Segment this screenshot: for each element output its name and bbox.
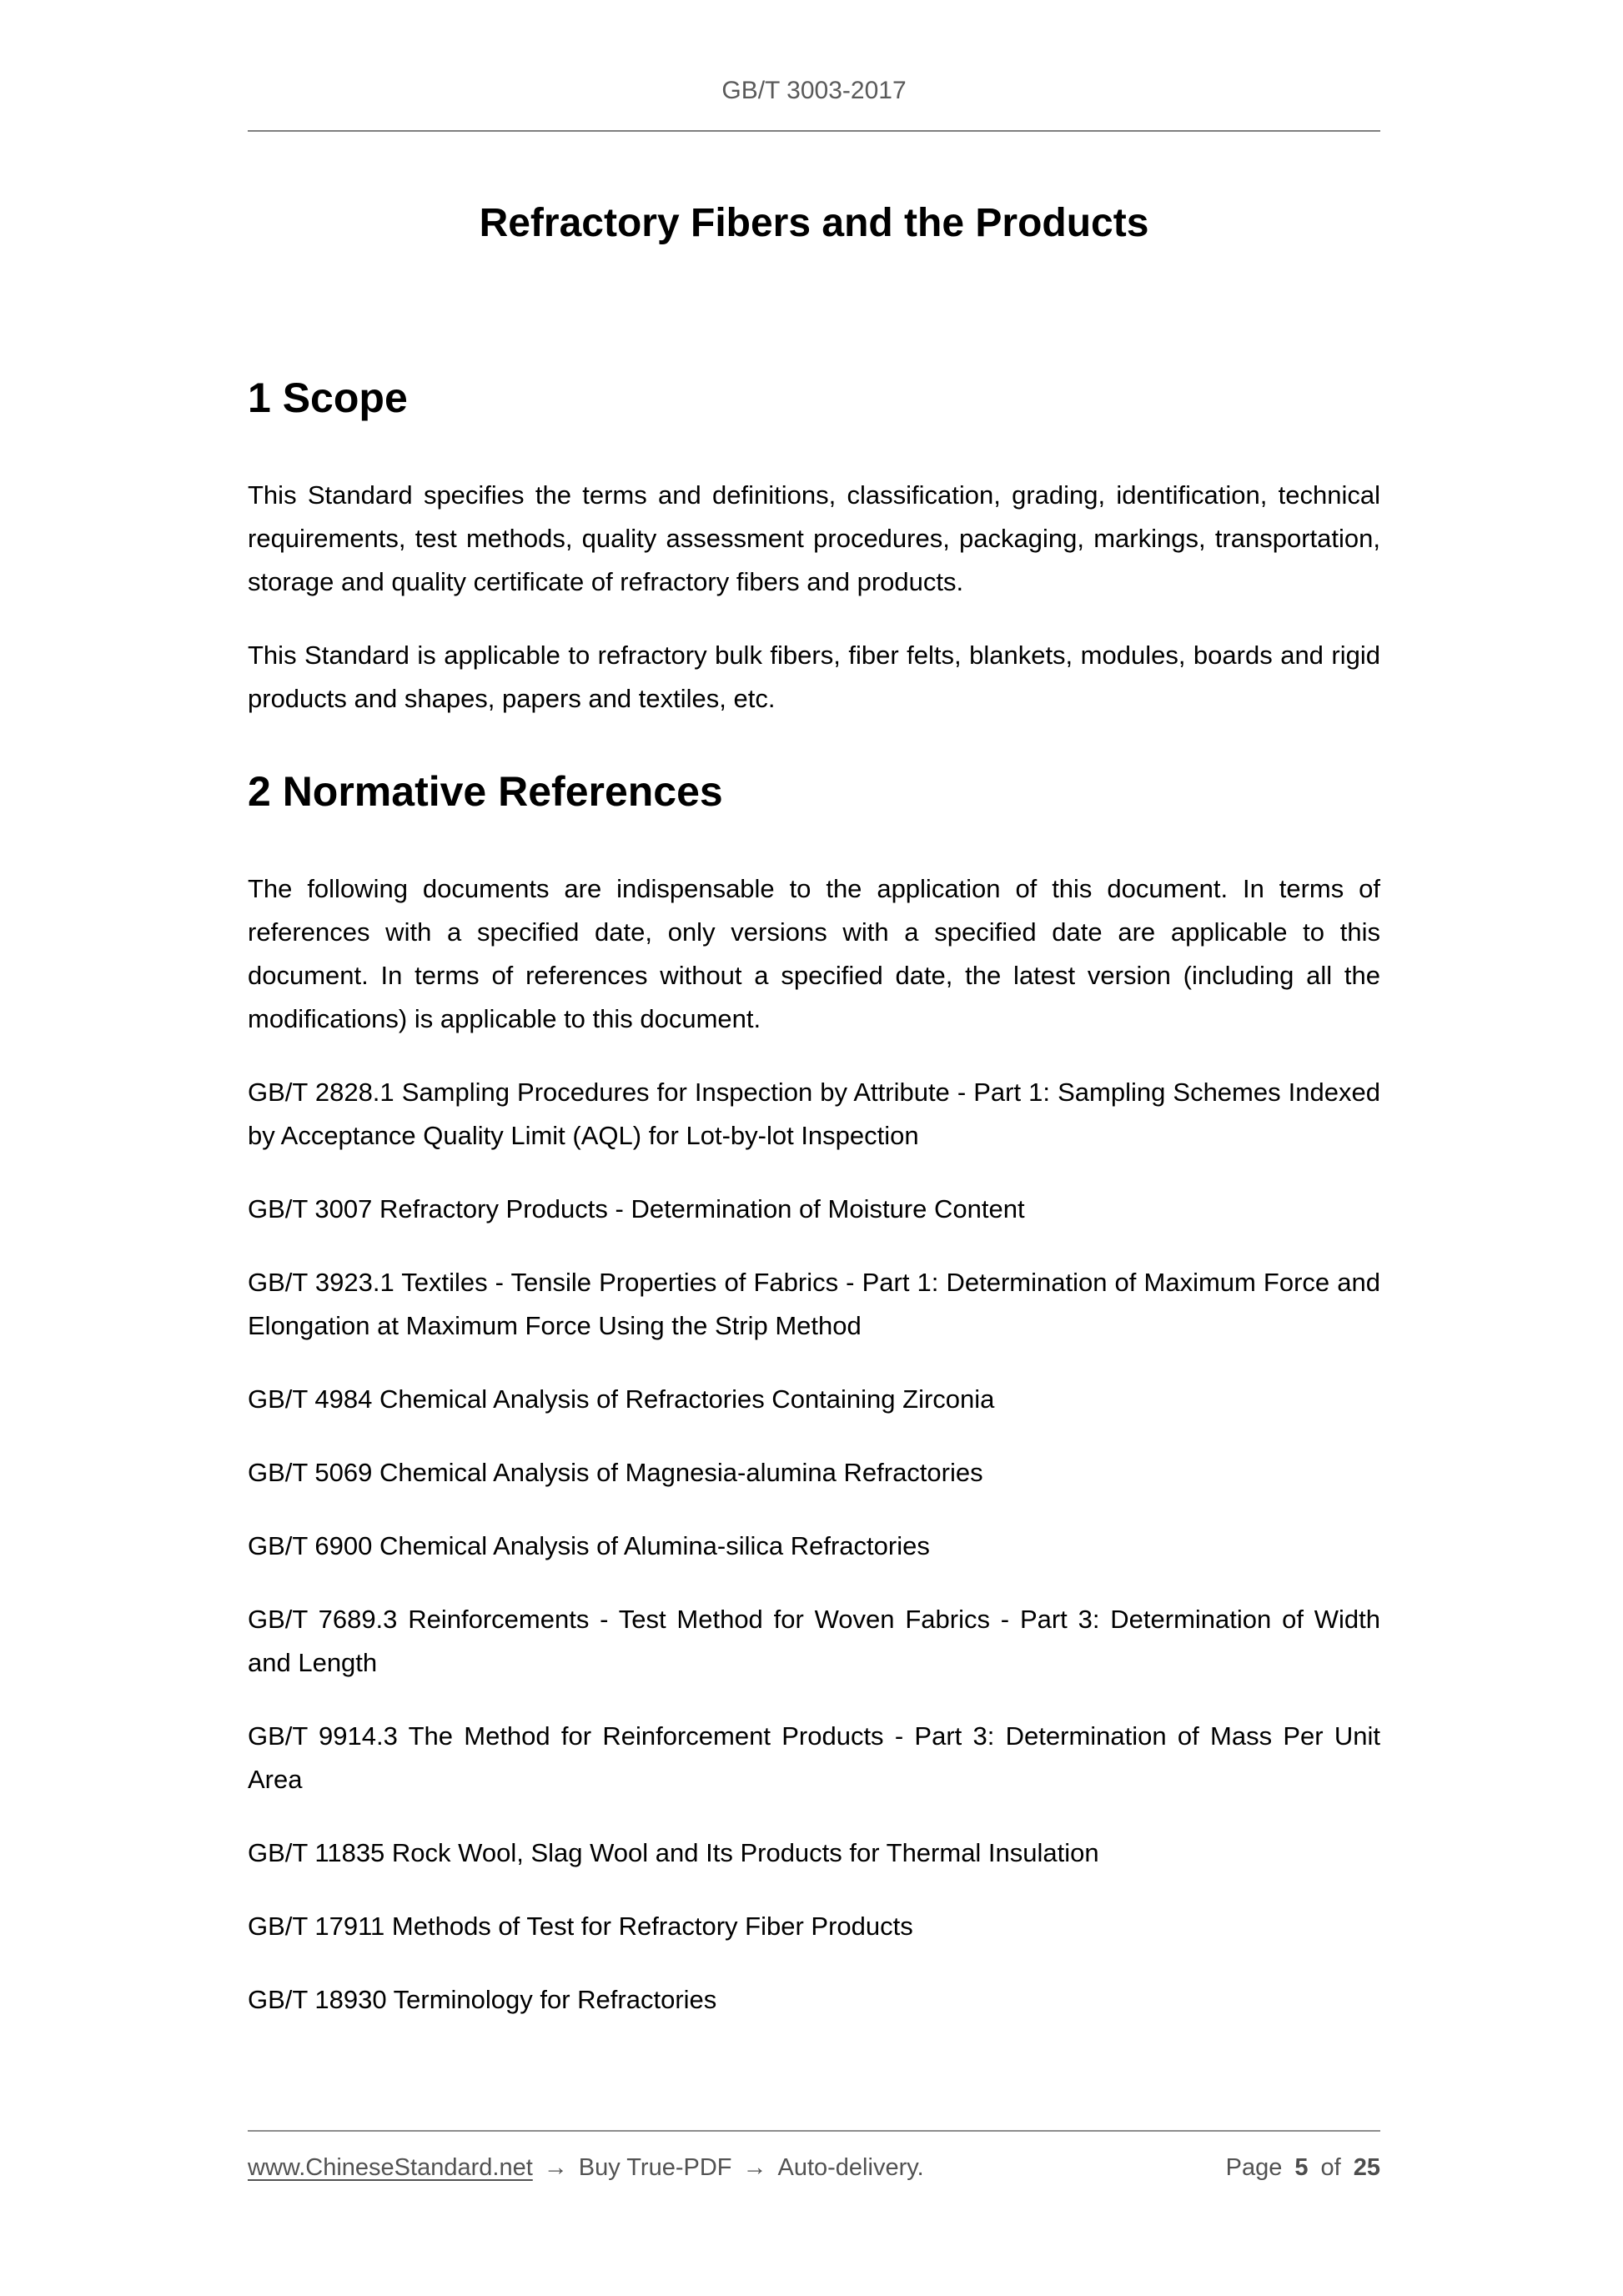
reference-item: GB/T 17911 Methods of Test for Refractory Fiber Products: [248, 1912, 913, 1941]
scope-paragraph: This Standard is applicable to refractory bulk fibers, fiber felts, blankets, modules, boards and rigid products and shapes, papers and textiles, etc.: [248, 641, 1380, 713]
buy-true-pdf-label: Buy True-PDF: [578, 2154, 732, 2181]
section-normative-references: [248, 767, 1380, 2022]
arrow-icon: →: [742, 2154, 767, 2181]
page-indicator: [1226, 2153, 1380, 2182]
page-number-total: 25: [1353, 2154, 1380, 2181]
reference-item: GB/T 3007 Refractory Products - Determination of Moisture Content: [248, 1194, 1025, 1223]
reference-item: GB/T 5069 Chemical Analysis of Magnesia-alumina Refractories: [248, 1458, 983, 1487]
page-footer: [248, 2130, 1380, 2182]
page-label: Page: [1225, 2154, 1283, 2181]
section-scope: [248, 374, 1380, 721]
document-title: Refractory Fibers and the Products: [479, 201, 1149, 245]
page-number-current: 5: [1294, 2154, 1309, 2181]
reference-item: GB/T 11835 Rock Wool, Slag Wool and Its Products for Thermal Insulation: [248, 1838, 1099, 1867]
section-heading-scope: 1 Scope: [248, 374, 408, 421]
footer-promo: [248, 2153, 924, 2182]
reference-item: GB/T 7689.3 Reinforcements - Test Method for Woven Fabrics - Part 3: Determination of Width and Length: [248, 1605, 1380, 1677]
header-divider: [248, 130, 1380, 132]
section-heading-normative-references: 2 Normative References: [248, 768, 723, 815]
scope-paragraph: This Standard specifies the terms and definitions, classification, grading, identification, technical requirements, test methods, quality assessment procedures, packaging, markings, transportation, storage and quality certificate of refractory fibers and products.: [248, 480, 1380, 596]
auto-delivery-label: Auto-delivery.: [777, 2154, 924, 2181]
reference-item: GB/T 6900 Chemical Analysis of Alumina-silica Refractories: [248, 1531, 930, 1560]
reference-item: GB/T 18930 Terminology for Refractories: [248, 1985, 717, 2014]
footer-row: [248, 2132, 1380, 2182]
reference-item: GB/T 4984 Chemical Analysis of Refractories Containing Zirconia: [248, 1384, 995, 1414]
standard-code: GB/T 3003-2017: [721, 77, 907, 104]
arrow-icon: →: [543, 2154, 568, 2181]
of-label: of: [1320, 2154, 1341, 2181]
website-link[interactable]: www.ChineseStandard.net: [248, 2154, 533, 2181]
normative-intro-paragraph: The following documents are indispensable to the application of this document. In terms of references with a specified date, only versions with a specified date are applicable to this document. In terms of references without a specified date, the latest version (including all the modifications) is applicable to this document.: [248, 874, 1380, 1033]
reference-item: GB/T 2828.1 Sampling Procedures for Inspection by Attribute - Part 1: Sampling Schemes Indexed by Acceptance Quality Limit (AQL) for Lot-by-lot Inspection: [248, 1078, 1380, 1150]
reference-item: GB/T 9914.3 The Method for Reinforcement Products - Part 3: Determination of Mass Per Unit Area: [248, 1721, 1380, 1794]
reference-item: GB/T 3923.1 Textiles - Tensile Properties of Fabrics - Part 1: Determination of Maximum Force and Elongation at Maximum Force Using the Strip Method: [248, 1268, 1380, 1340]
